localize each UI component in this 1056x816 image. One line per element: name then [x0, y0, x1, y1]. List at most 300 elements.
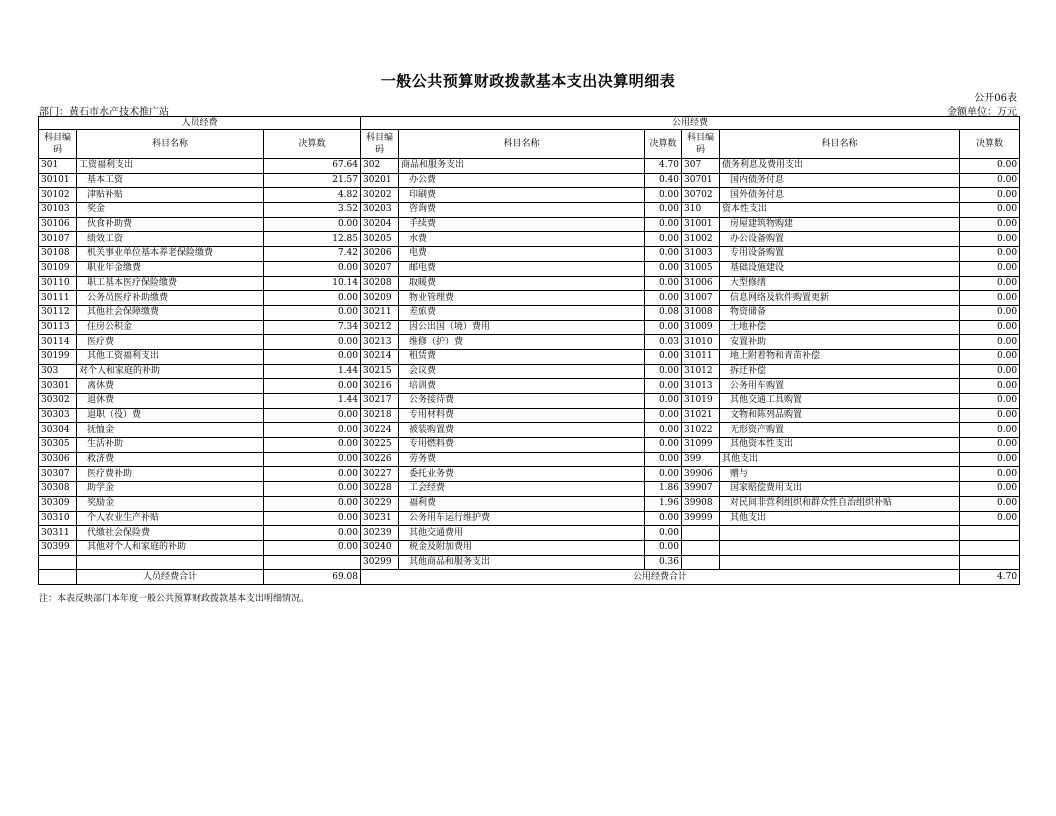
code-header: 科目编码: [39, 130, 77, 159]
code-cell: 303: [39, 364, 77, 379]
amount-cell: 0.00: [645, 247, 682, 262]
code-cell: 30212: [361, 320, 399, 335]
code-cell: 39906: [682, 467, 720, 482]
table-row: [39, 335, 1020, 350]
code-cell: 30311: [39, 526, 77, 541]
name-cell: 咨询费: [399, 203, 645, 218]
table-row: [39, 173, 1020, 188]
amount-cell: 0.00: [960, 261, 1020, 276]
amount-cell: 0.00: [645, 203, 682, 218]
name-cell: 公务用车购置: [720, 379, 960, 394]
name-cell: 其他交通费用: [399, 526, 645, 541]
table-row: [39, 496, 1020, 511]
name-cell: 债务利息及费用支出: [720, 159, 960, 174]
table-row: [39, 482, 1020, 497]
code-cell: 30399: [39, 540, 77, 555]
code-cell: 31001: [682, 217, 720, 232]
code-cell: 301: [39, 159, 77, 174]
name-cell: 资本性支出: [720, 203, 960, 218]
name-header: 科目名称: [720, 130, 960, 159]
name-cell: 福利费: [399, 496, 645, 511]
name-cell: 委托业务费: [399, 467, 645, 482]
code-cell: 30110: [39, 276, 77, 291]
code-cell: 30309: [39, 496, 77, 511]
empty-cell: [39, 570, 77, 585]
amount-cell: 0.00: [960, 511, 1020, 526]
amount-cell: 4.70: [645, 159, 682, 174]
code-cell: [682, 526, 720, 541]
code-cell: 30227: [361, 467, 399, 482]
name-header: 科目名称: [399, 130, 645, 159]
amount-cell: 0.03: [645, 335, 682, 350]
code-cell: 31006: [682, 276, 720, 291]
code-cell: 31012: [682, 364, 720, 379]
amount-cell: 0.00: [264, 335, 361, 350]
code-header: 科目编码: [361, 130, 399, 159]
amount-cell: [960, 526, 1020, 541]
amount-cell: 0.00: [960, 364, 1020, 379]
amount-cell: 1.44: [264, 394, 361, 409]
code-cell: 30112: [39, 305, 77, 320]
name-cell: 个人农业生产补贴: [77, 511, 264, 526]
code-cell: 31021: [682, 408, 720, 423]
amount-header: 决算数: [960, 130, 1020, 159]
code-cell: 30307: [39, 467, 77, 482]
code-cell: 30211: [361, 305, 399, 320]
name-cell: 差旅费: [399, 305, 645, 320]
code-cell: 30199: [39, 349, 77, 364]
amount-cell: 0.00: [645, 188, 682, 203]
code-cell: 39907: [682, 482, 720, 497]
name-cell: 对民间非营利组织和群众性自治组织补贴: [720, 496, 960, 511]
personnel-group-header: 人员经费: [39, 117, 361, 130]
name-cell: 绩效工资: [77, 232, 264, 247]
name-cell: 生活补助: [77, 438, 264, 453]
name-cell: 职业年金缴费: [77, 261, 264, 276]
name-cell: 其他商品和服务支出: [399, 555, 645, 570]
code-cell: 30217: [361, 394, 399, 409]
name-cell: 拆迁补偿: [720, 364, 960, 379]
amount-cell: 0.00: [264, 423, 361, 438]
name-cell: 其他社会保障缴费: [77, 305, 264, 320]
amount-cell: 0.00: [645, 394, 682, 409]
group-header-row: [39, 117, 1020, 130]
name-cell: 国外债务付息: [720, 188, 960, 203]
code-header: 科目编码: [682, 130, 720, 159]
amount-cell: 0.00: [645, 540, 682, 555]
amount-cell: 3.52: [264, 203, 361, 218]
amount-cell: 1.44: [264, 364, 361, 379]
amount-cell: 10.14: [264, 276, 361, 291]
amount-cell: 0.00: [960, 379, 1020, 394]
name-cell: 公务接待费: [399, 394, 645, 409]
name-cell: 医疗费: [77, 335, 264, 350]
name-cell: [720, 555, 960, 570]
code-cell: 30101: [39, 173, 77, 188]
amount-cell: 0.00: [264, 467, 361, 482]
name-cell: 助学金: [77, 482, 264, 497]
public-group-header: 公用经费: [361, 117, 1020, 130]
code-cell: 31013: [682, 379, 720, 394]
amount-cell: 0.00: [264, 526, 361, 541]
amount-cell: 0.00: [264, 349, 361, 364]
amount-cell: 0.00: [645, 408, 682, 423]
name-cell: 其他资本性支出: [720, 438, 960, 453]
name-cell: 无形资产购置: [720, 423, 960, 438]
amount-cell: 0.00: [645, 452, 682, 467]
name-cell: 办公设备购置: [720, 232, 960, 247]
amount-cell: 0.00: [264, 217, 361, 232]
name-cell: 医疗费补助: [77, 467, 264, 482]
name-cell: 办公费: [399, 173, 645, 188]
code-cell: [682, 540, 720, 555]
amount-cell: 0.00: [645, 217, 682, 232]
amount-cell: 67.64: [264, 159, 361, 174]
code-cell: 39908: [682, 496, 720, 511]
public-total-value: 4.70: [960, 570, 1020, 585]
code-cell: 31003: [682, 247, 720, 262]
amount-cell: 4.82: [264, 188, 361, 203]
code-cell: 30224: [361, 423, 399, 438]
code-cell: 30208: [361, 276, 399, 291]
code-cell: 30203: [361, 203, 399, 218]
amount-cell: 0.00: [960, 305, 1020, 320]
code-cell: 30701: [682, 173, 720, 188]
table-row: [39, 467, 1020, 482]
amount-cell: 0.00: [960, 203, 1020, 218]
name-cell: 手续费: [399, 217, 645, 232]
amount-cell: 1.86: [645, 482, 682, 497]
amount-cell: 0.00: [645, 232, 682, 247]
name-cell: 对个人和家庭的补助: [77, 364, 264, 379]
table-row: [39, 276, 1020, 291]
code-cell: 307: [682, 159, 720, 174]
amount-cell: 0.00: [264, 511, 361, 526]
amount-cell: 0.00: [960, 496, 1020, 511]
code-cell: 30239: [361, 526, 399, 541]
code-cell: 30215: [361, 364, 399, 379]
amount-cell: 0.00: [645, 291, 682, 306]
amount-cell: 0.00: [264, 496, 361, 511]
amount-cell: 0.00: [960, 482, 1020, 497]
amount-cell: 0.00: [264, 379, 361, 394]
name-cell: 公务员医疗补助缴费: [77, 291, 264, 306]
name-cell: 其他支出: [720, 511, 960, 526]
name-cell: 信息网络及软件购置更新: [720, 291, 960, 306]
name-cell: 房屋建筑物购建: [720, 217, 960, 232]
amount-cell: 0.00: [645, 261, 682, 276]
code-cell: 30308: [39, 482, 77, 497]
code-cell: 30107: [39, 232, 77, 247]
code-cell: 30201: [361, 173, 399, 188]
name-cell: 伙食补助费: [77, 217, 264, 232]
name-cell: [720, 526, 960, 541]
amount-cell: 0.00: [960, 291, 1020, 306]
code-cell: 30202: [361, 188, 399, 203]
table-row: [39, 364, 1020, 379]
name-cell: 机关事业单位基本养老保险缴费: [77, 247, 264, 262]
name-cell: [77, 555, 264, 570]
amount-cell: 7.34: [264, 320, 361, 335]
code-cell: 31008: [682, 305, 720, 320]
table-row: [39, 349, 1020, 364]
code-cell: 30205: [361, 232, 399, 247]
page-title: 一般公共预算财政拨款基本支出决算明细表: [380, 72, 676, 90]
amount-cell: 0.00: [960, 423, 1020, 438]
amount-cell: 0.00: [960, 438, 1020, 453]
amount-cell: 0.00: [960, 276, 1020, 291]
amount-cell: 0.00: [960, 452, 1020, 467]
name-cell: 奖励金: [77, 496, 264, 511]
table-row: [39, 291, 1020, 306]
name-cell: 赠与: [720, 467, 960, 482]
amount-cell: 7.42: [264, 247, 361, 262]
name-cell: 其他对个人和家庭的补助: [77, 540, 264, 555]
form-number: 公开06表: [974, 93, 1017, 104]
code-cell: 30301: [39, 379, 77, 394]
name-cell: 抚恤金: [77, 423, 264, 438]
name-cell: 地上附着物和青苗补偿: [720, 349, 960, 364]
name-cell: 安置补助: [720, 335, 960, 350]
totals-row: [39, 570, 1020, 585]
code-cell: 30213: [361, 335, 399, 350]
code-cell: 310: [682, 203, 720, 218]
code-cell: 30103: [39, 203, 77, 218]
name-cell: 物业管理费: [399, 291, 645, 306]
table-row: [39, 526, 1020, 541]
name-cell: 其他交通工具购置: [720, 394, 960, 409]
name-cell: 因公出国（境）费用: [399, 320, 645, 335]
amount-cell: 0.00: [960, 232, 1020, 247]
name-cell: 国家赔偿费用支出: [720, 482, 960, 497]
code-cell: 30302: [39, 394, 77, 409]
name-cell: 水费: [399, 232, 645, 247]
table-row: [39, 320, 1020, 335]
name-cell: 培训费: [399, 379, 645, 394]
name-cell: 商品和服务支出: [399, 159, 645, 174]
amount-cell: [960, 540, 1020, 555]
amount-cell: 0.00: [645, 379, 682, 394]
name-cell: 奖金: [77, 203, 264, 218]
amount-cell: 0.00: [960, 173, 1020, 188]
code-cell: 30113: [39, 320, 77, 335]
name-cell: 取暖费: [399, 276, 645, 291]
name-cell: 基本工资: [77, 173, 264, 188]
name-cell: 离休费: [77, 379, 264, 394]
name-cell: 文物和陈列品购置: [720, 408, 960, 423]
table-row: [39, 379, 1020, 394]
name-cell: 工资福利支出: [77, 159, 264, 174]
amount-cell: 0.00: [960, 408, 1020, 423]
amount-cell: 0.00: [960, 247, 1020, 262]
code-cell: 30306: [39, 452, 77, 467]
table-row: [39, 555, 1020, 570]
name-cell: 职工基本医疗保险缴费: [77, 276, 264, 291]
amount-cell: 0.08: [645, 305, 682, 320]
amount-cell: 0.00: [960, 349, 1020, 364]
amount-header: 决算数: [264, 130, 361, 159]
amount-cell: 0.00: [960, 467, 1020, 482]
amount-cell: 0.00: [264, 261, 361, 276]
amount-cell: 0.00: [960, 320, 1020, 335]
footnote: 注：本表反映部门本年度一般公共预算财政拨款基本支出明细情况。: [39, 594, 310, 604]
amount-cell: 0.00: [264, 438, 361, 453]
amount-cell: 0.00: [960, 188, 1020, 203]
code-cell: 30305: [39, 438, 77, 453]
table-row: [39, 159, 1020, 174]
amount-cell: 0.00: [645, 423, 682, 438]
code-cell: 302: [361, 159, 399, 174]
code-cell: 30226: [361, 452, 399, 467]
table-row: [39, 247, 1020, 262]
code-cell: 30702: [682, 188, 720, 203]
amount-cell: 0.00: [264, 305, 361, 320]
name-cell: 专用燃料费: [399, 438, 645, 453]
code-cell: 31010: [682, 335, 720, 350]
code-cell: 30108: [39, 247, 77, 262]
name-cell: 其他工资福利支出: [77, 349, 264, 364]
code-cell: 31022: [682, 423, 720, 438]
amount-cell: 0.00: [264, 540, 361, 555]
amount-cell: [960, 555, 1020, 570]
table-row: [39, 452, 1020, 467]
code-cell: 30231: [361, 511, 399, 526]
code-cell: [39, 555, 77, 570]
name-cell: 物资储备: [720, 305, 960, 320]
code-cell: 31005: [682, 261, 720, 276]
name-cell: 其他支出: [720, 452, 960, 467]
table-row: [39, 188, 1020, 203]
code-cell: 31019: [682, 394, 720, 409]
name-cell: 电费: [399, 247, 645, 262]
code-cell: 30225: [361, 438, 399, 453]
amount-cell: 0.00: [645, 349, 682, 364]
table-row: [39, 232, 1020, 247]
personnel-total-label: 人员经费合计: [77, 570, 264, 585]
amount-cell: 0.00: [645, 526, 682, 541]
amount-cell: [264, 555, 361, 570]
code-cell: 31002: [682, 232, 720, 247]
name-cell: 被装购置费: [399, 423, 645, 438]
amount-cell: 0.00: [645, 438, 682, 453]
amount-cell: 0.40: [645, 173, 682, 188]
code-cell: 31011: [682, 349, 720, 364]
table-row: [39, 203, 1020, 218]
code-cell: 30240: [361, 540, 399, 555]
name-cell: 退职（役）费: [77, 408, 264, 423]
code-cell: 30228: [361, 482, 399, 497]
amount-cell: 0.00: [645, 320, 682, 335]
code-cell: 30106: [39, 217, 77, 232]
name-cell: 税金及附加费用: [399, 540, 645, 555]
code-cell: 30209: [361, 291, 399, 306]
expenditure-table: [38, 116, 1020, 585]
public-total-label: 公用经费合计: [361, 570, 960, 585]
amount-unit-label: 金额单位：万元: [947, 107, 1017, 118]
amount-cell: 0.00: [645, 467, 682, 482]
amount-cell: 0.00: [960, 394, 1020, 409]
name-cell: 救济费: [77, 452, 264, 467]
code-cell: 30214: [361, 349, 399, 364]
amount-cell: 0.00: [645, 364, 682, 379]
code-cell: 30102: [39, 188, 77, 203]
name-cell: 会议费: [399, 364, 645, 379]
table-row: [39, 217, 1020, 232]
code-cell: 30304: [39, 423, 77, 438]
name-cell: 印刷费: [399, 188, 645, 203]
name-header: 科目名称: [77, 130, 264, 159]
column-header-row: [39, 130, 1020, 159]
table-row: [39, 423, 1020, 438]
code-cell: 30303: [39, 408, 77, 423]
table-row: [39, 540, 1020, 555]
table-row: [39, 305, 1020, 320]
name-cell: 专用设备购置: [720, 247, 960, 262]
amount-header: 决算数: [645, 130, 682, 159]
name-cell: 工会经费: [399, 482, 645, 497]
code-cell: [682, 555, 720, 570]
table-row: [39, 394, 1020, 409]
amount-cell: 0.00: [960, 217, 1020, 232]
table-row: [39, 408, 1020, 423]
code-cell: 39999: [682, 511, 720, 526]
amount-cell: 1.96: [645, 496, 682, 511]
name-cell: 国内债务付息: [720, 173, 960, 188]
amount-cell: 12.85: [264, 232, 361, 247]
code-cell: 30207: [361, 261, 399, 276]
name-cell: 专用材料费: [399, 408, 645, 423]
name-cell: 代缴社会保险费: [77, 526, 264, 541]
code-cell: 30109: [39, 261, 77, 276]
amount-cell: 0.00: [960, 335, 1020, 350]
amount-cell: 0.00: [645, 511, 682, 526]
code-cell: 30216: [361, 379, 399, 394]
amount-cell: 0.00: [264, 452, 361, 467]
name-cell: 津贴补贴: [77, 188, 264, 203]
table-row: [39, 438, 1020, 453]
code-cell: 31099: [682, 438, 720, 453]
name-cell: 基础设施建设: [720, 261, 960, 276]
code-cell: 30299: [361, 555, 399, 570]
code-cell: 31007: [682, 291, 720, 306]
code-cell: 30204: [361, 217, 399, 232]
amount-cell: 21.57: [264, 173, 361, 188]
department-label: 部门：黄石市水产技术推广站: [39, 107, 169, 118]
amount-cell: 0.00: [264, 482, 361, 497]
code-cell: 30218: [361, 408, 399, 423]
name-cell: 租赁费: [399, 349, 645, 364]
amount-cell: 0.00: [264, 291, 361, 306]
code-cell: 30206: [361, 247, 399, 262]
code-cell: 30229: [361, 496, 399, 511]
table-row: [39, 511, 1020, 526]
name-cell: 劳务费: [399, 452, 645, 467]
amount-cell: 0.00: [645, 276, 682, 291]
code-cell: 30111: [39, 291, 77, 306]
amount-cell: 0.00: [960, 159, 1020, 174]
code-cell: 30310: [39, 511, 77, 526]
code-cell: 30114: [39, 335, 77, 350]
name-cell: 退休费: [77, 394, 264, 409]
amount-cell: 0.00: [264, 408, 361, 423]
table-row: [39, 261, 1020, 276]
name-cell: 邮电费: [399, 261, 645, 276]
name-cell: 住房公积金: [77, 320, 264, 335]
code-cell: 31009: [682, 320, 720, 335]
name-cell: 土地补偿: [720, 320, 960, 335]
amount-cell: 0.36: [645, 555, 682, 570]
name-cell: 维修（护）费: [399, 335, 645, 350]
